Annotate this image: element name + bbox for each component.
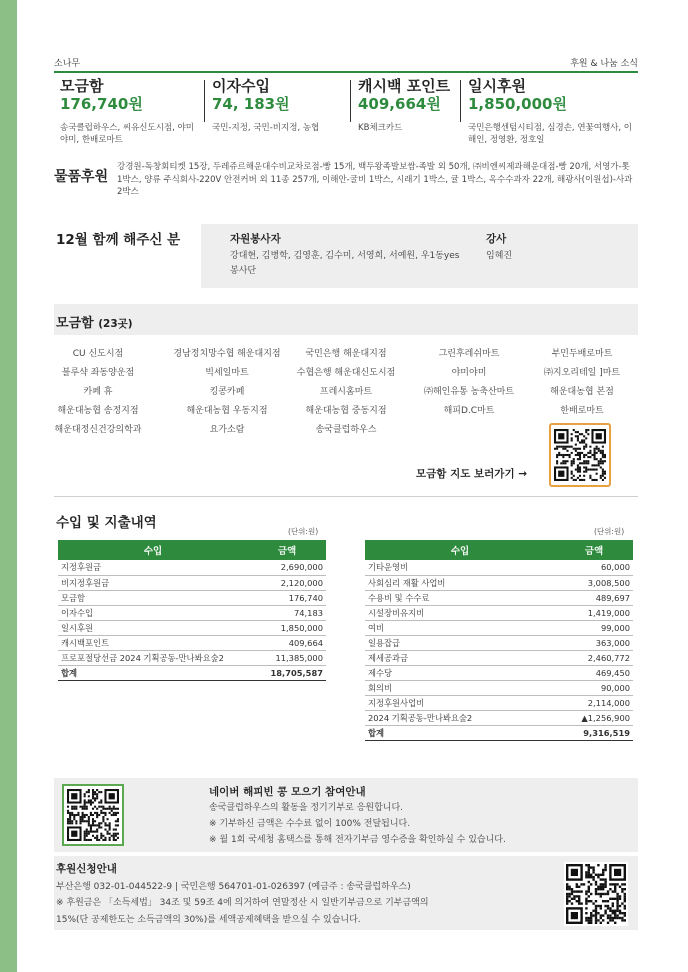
table-row: [58, 560, 326, 575]
row-item: 제수당: [365, 665, 555, 680]
moguem-place: 해운대농협 중동지점: [305, 406, 387, 416]
row-item: 이자수입: [58, 605, 248, 620]
stat-value: 409,664원: [358, 95, 441, 113]
row-amount: 74,183: [248, 605, 326, 620]
row-item: 일시후원: [58, 620, 248, 635]
expense-header-amount: 금액: [555, 540, 633, 560]
stat-separator: [204, 80, 205, 122]
table-row: [365, 575, 633, 590]
table-row: [58, 620, 326, 635]
qr-code-icon: [67, 789, 119, 841]
moguem-place: 한배로마트: [560, 406, 604, 416]
header-divider: [54, 71, 638, 73]
table-row: [365, 695, 633, 710]
lecturer-header: 강사: [486, 233, 507, 245]
stat-value: 74, 183원: [212, 95, 290, 113]
moguem-place: 경남정치망수협 해운대지점: [173, 349, 281, 359]
row-amount: 2,460,772: [555, 650, 633, 665]
expense-header-item: 수입: [365, 540, 555, 560]
stat-interest: [212, 77, 342, 151]
moguem-map-qr-icon[interactable]: [549, 423, 611, 487]
table-row: [365, 590, 633, 605]
row-amount: 90,000: [555, 680, 633, 695]
happybean-line: ※ 월 1회 국세청 홈택스를 통해 전자기부금 영수증을 확인하실 수 있습니다.: [209, 835, 506, 845]
moguem-place: 해운대농협 본점: [550, 387, 614, 397]
row-item: 일용잡급: [365, 635, 555, 650]
total-amount: 9,316,519: [555, 725, 633, 740]
total-row: [58, 665, 326, 680]
happybean-line: ※ 기부하신 금액은 수수료 없이 100% 전달됩니다.: [209, 819, 411, 829]
moguem-place: ㈜해인유통 농축산마트: [423, 387, 515, 397]
org-name: 소나무: [54, 59, 81, 69]
row-item: 모금함: [58, 590, 248, 605]
row-amount: 363,000: [555, 635, 633, 650]
total-label: 합계: [365, 725, 555, 740]
row-item: 비지정후원금: [58, 575, 248, 590]
stat-value: 1,850,000원: [468, 95, 567, 113]
moguem-map-link[interactable]: 모금함 지도 보러가기 →: [416, 468, 528, 480]
table-row: [365, 665, 633, 680]
table-row: [365, 560, 633, 575]
row-item: 사회심리 재활 사업비: [365, 575, 555, 590]
section-title: 후원 & 나눔 소식: [570, 59, 638, 69]
row-item: 지정후원사업비: [365, 695, 555, 710]
happybean-line: 송국클럽하우스의 활동을 정기기부로 응원합니다.: [209, 803, 404, 813]
apply-line: 15%(단 공제한도는 소득금액의 30%)를 세액공제혜택을 받으실 수 있습니다.: [56, 915, 361, 925]
apply-line: ※ 후원금은 「소득세법」 34조 및 59조 4에 의거하여 연말정산 시 일반기부금으로 기부금액의: [56, 898, 429, 908]
stat-cashback: [358, 77, 458, 151]
december-title: 12월 함께 해주신 분: [56, 232, 181, 248]
expense-unit: (단위:원): [594, 527, 625, 536]
row-item: 회의비: [365, 680, 555, 695]
stat-desc: KB체크카드: [358, 123, 403, 133]
row-amount: 2,690,000: [248, 560, 326, 575]
table-row: [58, 590, 326, 605]
apply-line: 부산은행 032-01-044522-9 | 국민은행 564701-01-026397 (예금주 : 송국클럽하우스): [56, 882, 411, 892]
row-item: 여비: [365, 620, 555, 635]
moguem-place: 부민두배로마트: [551, 349, 613, 359]
stat-label: 캐시백 포인트: [358, 77, 451, 95]
row-amount: 469,450: [555, 665, 633, 680]
row-amount: ▲1,256,900: [555, 710, 633, 725]
happybean-qr-icon[interactable]: [62, 784, 124, 846]
stat-desc: 국민은행센텀시티점, 심경손, 연꽃여행사, 이해인, 정영환, 정호일: [468, 123, 633, 145]
table-row: [58, 650, 326, 665]
apply-title: 후원신청안내: [56, 863, 117, 875]
table-row: [365, 620, 633, 635]
top-header: [54, 56, 638, 69]
moguem-place: 그린후레쉬마트: [438, 349, 500, 359]
stats-row: [54, 77, 638, 151]
row-amount: 176,740: [248, 590, 326, 605]
table-row: [365, 680, 633, 695]
qr-code-icon: [566, 864, 626, 924]
moguem-title: [56, 312, 133, 331]
total-amount: 18,705,587: [248, 665, 326, 680]
moguem-place: ㈜지오리테일 ]마트: [543, 368, 621, 378]
row-amount: 2,114,000: [555, 695, 633, 710]
row-amount: 99,000: [555, 620, 633, 635]
left-accent-bar: [0, 0, 17, 972]
moguem-place: 송국클럽하우스: [315, 425, 377, 435]
moguem-place: 해피D.C마트: [443, 406, 495, 416]
moguem-count: (23곳): [98, 318, 133, 330]
table-row: [58, 605, 326, 620]
stat-desc: 송국클럽하우스, 씨유신도시점, 야미야미, 한배로마트: [60, 123, 194, 145]
moguem-place: 카페 휴: [83, 387, 113, 397]
row-item: 시설장비유지비: [365, 605, 555, 620]
row-item: 수용비 및 수수료: [365, 590, 555, 605]
row-item: 기타운영비: [365, 560, 555, 575]
income-header-item: 수입: [58, 540, 248, 560]
row-amount: 3,008,500: [555, 575, 633, 590]
moguem-place: CU 신도시점: [72, 349, 124, 359]
happybean-panel: [54, 778, 638, 852]
row-amount: 1,419,000: [555, 605, 633, 620]
income-header-amount: 금액: [248, 540, 326, 560]
volunteer-header: 자원봉사자: [230, 233, 281, 245]
volunteer-names: 강대현, 김병학, 김영훈, 김수미, 서영희, 서예원, 우1동yes봉사단: [230, 251, 460, 276]
expense-table: [365, 540, 633, 741]
moguem-place: 수협은행 해운대신도시점: [296, 368, 396, 378]
stat-label: 모금함: [60, 77, 104, 95]
section-divider: [54, 496, 638, 497]
row-amount: 60,000: [555, 560, 633, 575]
row-amount: 2,120,000: [248, 575, 326, 590]
table-row: [365, 635, 633, 650]
stat-value: 176,740원: [60, 95, 143, 113]
total-label: 합계: [58, 665, 248, 680]
moguem-place: 해운대정신건강의학과: [54, 425, 142, 435]
happybean-title: 네이버 해피빈 콩 모으기 참여안내: [209, 786, 366, 798]
apply-panel: [54, 856, 638, 930]
row-item: 지정후원금: [58, 560, 248, 575]
row-item: 제세공과금: [365, 650, 555, 665]
table-row: [58, 635, 326, 650]
total-row: [365, 725, 633, 740]
moguem-place: 요가소람: [209, 425, 245, 435]
december-thanks: [54, 224, 638, 288]
row-item: 캐시백포인트: [58, 635, 248, 650]
goods-label: 물품후원: [54, 169, 109, 185]
table-row: [58, 575, 326, 590]
stat-label: 일시후원: [468, 77, 526, 95]
stat-desc: 국민-지정, 국민-비지정, 농협: [212, 123, 320, 133]
moguem-place: 킹콩카페: [209, 387, 245, 397]
income-unit: (단위:원): [288, 527, 319, 536]
table-row: [365, 650, 633, 665]
moguem-place: 해운대농협 송정지점: [57, 406, 139, 416]
goods-donation: [54, 160, 638, 206]
row-amount: 489,697: [555, 590, 633, 605]
stat-label: 이자수입: [212, 77, 270, 95]
lecturer-names: 임혜진: [486, 251, 513, 261]
stat-onetime: [468, 77, 638, 151]
row-item: 2024 기획공동-만나봐요숲2: [365, 710, 555, 725]
moguem-place: 빅세일마트: [205, 368, 249, 378]
table-row: [365, 605, 633, 620]
income-table: [58, 540, 326, 681]
moguem-place: 국민은행 해운대지점: [305, 349, 387, 359]
apply-qr-icon[interactable]: [564, 862, 628, 926]
goods-text: 강경원-독창회티켓 15장, 두레쥬르해운대수비교차로점-빵 15개, 백두왕족발보쌈-족발 외 50개, ㈜비엔씨제과해운대점-빵 20개, 서영가-톳 1박스, 양류 주식회사-220V 안전커버 외 11종 257개, 이해안-굴비 1박스, 시래기 1박스, 귤 1박스, 옥수수과자 22개, 해광사(이원섭)-사과 2박스: [117, 162, 633, 197]
finance-title: 수입 및 지출내역: [56, 515, 157, 531]
row-amount: 11,385,000: [248, 650, 326, 665]
row-item: 프로포절당선금 2024 기획공동-만나봐요숲2: [58, 650, 248, 665]
stat-separator: [460, 80, 461, 122]
qr-code-icon: [554, 428, 606, 482]
table-row: [365, 710, 633, 725]
december-box: [201, 224, 638, 288]
moguem-place: 야미야미: [451, 368, 487, 378]
moguem-place: 프레시홈마트: [319, 387, 373, 397]
moguem-title-text: 모금함: [56, 316, 94, 331]
moguem-place: 해운대농협 우동지점: [186, 406, 268, 416]
row-amount: 1,850,000: [248, 620, 326, 635]
stat-separator: [350, 80, 351, 122]
moguem-place: 블루샥 좌동양운점: [61, 368, 135, 378]
stat-moguem: [60, 77, 200, 151]
moguem-header: [54, 304, 638, 335]
row-amount: 409,664: [248, 635, 326, 650]
